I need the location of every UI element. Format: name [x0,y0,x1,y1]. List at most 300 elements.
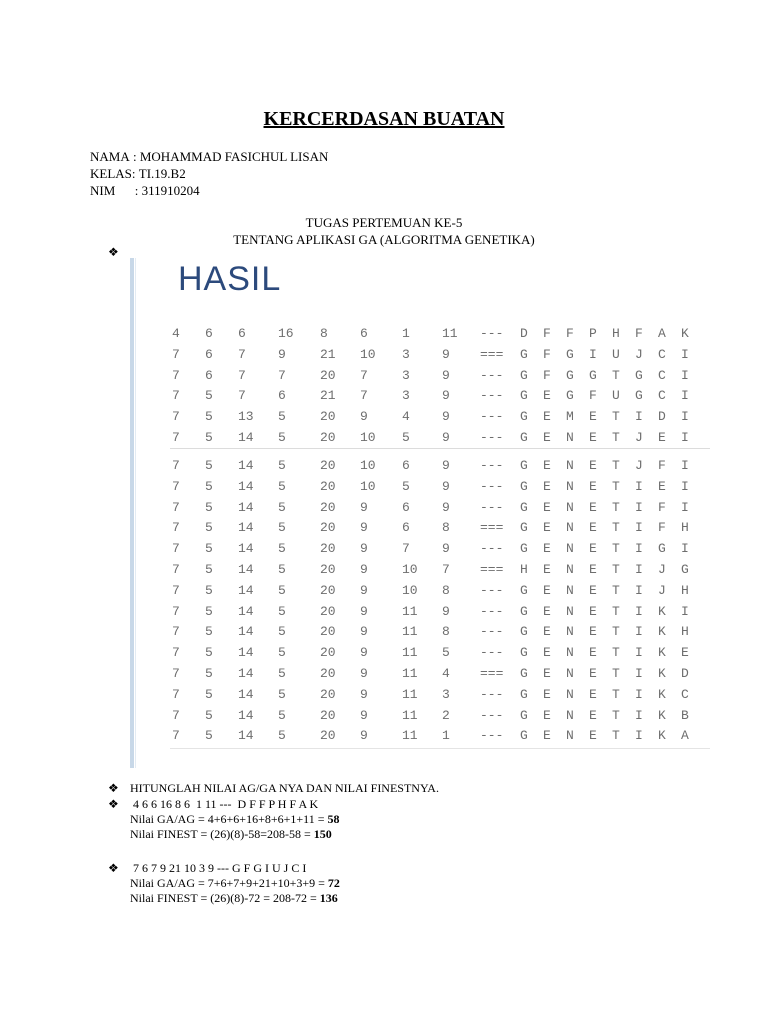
gene-letter: G [520,645,528,661]
row-arrow: --- [480,541,504,557]
gene-number: 9 [360,520,368,536]
gene-letter: N [566,430,574,445]
gene-letter: G [520,499,528,515]
gene-letter: J [635,346,643,362]
gene-letter: T [612,520,620,536]
gene-letter: T [612,666,620,681]
generation-row [130,604,716,624]
row-arrow: --- [480,728,504,744]
gene-number: 9 [360,409,368,425]
gene-letter: E [543,430,551,445]
gene-number: 20 [320,541,336,557]
gene-number: 7 [172,603,180,619]
gene-number: 5 [205,520,213,536]
gene-letter: E [543,582,551,598]
gene-letter: E [543,645,551,661]
gene-letter: T [612,707,620,723]
generation-row [130,562,716,582]
gene-letter: C [658,367,666,383]
gene-letter: G [566,388,574,404]
gene-number: 4 [442,666,450,681]
gene-letter: N [566,499,574,515]
gene-letter: I [635,686,643,702]
gene-number: 1 [402,326,410,341]
gene-letter: E [589,728,597,744]
gene-number: 9 [360,541,368,557]
gene-number: 9 [360,728,368,744]
gene-number: 9 [442,346,450,362]
gene-letter: N [566,645,574,661]
gene-number: 6 [205,346,213,362]
generation-row [130,479,716,499]
diamond-bullet-icon: ❖ [108,861,119,875]
gene-number: 14 [238,603,254,619]
gene-letter: E [589,562,597,577]
generation-row [130,326,716,346]
gene-letter: G [658,541,666,557]
student-class-row [90,165,328,182]
gene-number: 7 [442,562,450,577]
gene-number: 5 [278,409,286,425]
gene-number: 10 [360,430,376,445]
gene-letter: F [589,388,597,404]
gene-number: 7 [172,458,180,473]
gene-number: 8 [442,582,450,598]
gene-number: 20 [320,458,336,473]
gene-number: 3 [442,686,450,702]
gene-number: 9 [360,603,368,619]
class-label: KELAS [90,166,132,181]
gene-number: 5 [205,458,213,473]
student-info [90,148,328,199]
calc-1-ga-value: 58 [327,812,340,826]
row-arrow: --- [480,499,504,515]
gene-number: 20 [320,603,336,619]
gene-letter: E [543,624,551,640]
gene-letter: K [658,603,666,619]
student-nim-row [90,182,328,199]
generation-row [130,583,716,603]
gene-number: 7 [172,582,180,598]
gene-letter: H [681,624,689,640]
gene-number: 7 [172,666,180,681]
gene-letter: T [612,645,620,661]
diamond-bullet-icon: ❖ [108,781,119,795]
gene-number: 7 [278,367,286,383]
gene-letter: I [635,562,643,577]
gene-letter: G [520,603,528,619]
gene-number: 10 [360,346,376,362]
gene-letter: E [543,388,551,404]
gene-letter: E [589,603,597,619]
gene-number: 20 [320,499,336,515]
gene-number: 6 [205,326,213,341]
gene-letter: N [566,541,574,557]
nim-value: 311910204 [141,183,200,198]
generation-row [130,728,716,748]
generation-row [130,624,716,644]
gene-letter: E [543,666,551,681]
gene-number: 20 [320,686,336,702]
gene-number: 6 [402,499,410,515]
gene-number: 8 [320,326,328,341]
gene-letter: E [543,499,551,515]
gene-number: 7 [172,367,180,383]
gene-number: 14 [238,645,254,661]
gene-letter: I [635,728,643,744]
gene-letter: E [589,520,597,536]
gene-letter: E [589,686,597,702]
gene-number: 2 [442,707,450,723]
gene-number: 7 [172,562,180,577]
gene-number: 7 [172,728,180,744]
gene-letter: J [635,458,643,473]
gene-letter: G [520,582,528,598]
gene-number: 14 [238,666,254,681]
gene-letter: G [589,367,597,383]
assignment-line-2: TENTANG APLIKASI GA (ALGORITMA GENETIKA) [233,232,535,247]
gene-number: 6 [205,367,213,383]
gene-letter: T [612,458,620,473]
class-sep: : [131,166,139,181]
gene-letter: I [681,346,689,362]
gene-letter: J [658,582,666,598]
gene-number: 20 [320,645,336,661]
gene-letter: C [658,388,666,404]
gene-number: 5 [205,409,213,425]
gene-number: 20 [320,582,336,598]
gene-number: 5 [278,520,286,536]
generation-row [130,645,716,665]
student-name-row [90,148,328,165]
calc-1-finest-line [130,827,332,842]
gene-letter: U [612,346,620,362]
gene-number: 20 [320,728,336,744]
gene-number: 9 [442,409,450,425]
gene-number: 20 [320,367,336,383]
gene-letter: T [612,582,620,598]
gene-number: 14 [238,686,254,702]
gene-letter: T [612,409,620,425]
calc-1-finest-value: 150 [313,827,332,841]
gene-letter: T [612,624,620,640]
calc-2-ga-line [130,876,340,891]
gene-number: 20 [320,478,336,494]
gene-number: 5 [205,624,213,640]
generation-row [130,500,716,520]
gene-letter: T [612,562,620,577]
row-arrow: --- [480,409,504,425]
gene-number: 4 [172,326,180,341]
row-arrow: --- [480,367,504,383]
gene-letter: E [543,603,551,619]
gene-number: 14 [238,520,254,536]
gene-number: 7 [238,367,246,383]
gene-number: 5 [205,388,213,404]
gene-number: 5 [205,541,213,557]
gene-letter: I [681,409,689,425]
gene-number: 9 [442,367,450,383]
gene-number: 5 [278,707,286,723]
gene-number: 14 [238,478,254,494]
gene-letter: G [520,624,528,640]
gene-letter: J [658,562,666,577]
gene-letter: E [589,624,597,640]
gene-number: 7 [238,346,246,362]
gene-letter: T [612,686,620,702]
gene-number: 5 [205,645,213,661]
gene-number: 9 [442,458,450,473]
gene-letter: T [612,603,620,619]
calc-2-ga-formula: Nilai GA/AG = 7+6+7+9+21+10+3+9 = [130,876,328,890]
gene-number: 9 [360,645,368,661]
gene-letter: E [543,686,551,702]
gene-letter: K [658,666,666,681]
gene-number: 7 [172,707,180,723]
row-arrow: --- [480,707,504,723]
gene-number: 4 [402,409,410,425]
gene-letter: F [566,326,574,341]
gene-letter: I [635,520,643,536]
gene-letter: I [681,430,689,445]
gene-number: 6 [402,520,410,536]
gene-letter: G [520,346,528,362]
generation-row [130,368,716,388]
gene-letter: I [681,499,689,515]
gene-number: 10 [360,458,376,473]
gene-letter: G [520,367,528,383]
gene-number: 5 [278,582,286,598]
gene-number: 3 [402,346,410,362]
assignment-line-1: TUGAS PERTEMUAN KE-5 [305,215,463,230]
instruction-text: HITUNGLAH NILAI AG/GA NYA DAN NILAI FINESTNYA. [130,781,439,795]
gene-number: 5 [278,458,286,473]
gene-number: 7 [360,367,368,383]
gene-letter: T [612,541,620,557]
gene-number: 9 [360,624,368,640]
gene-number: 16 [278,326,294,341]
gene-letter: E [658,430,666,445]
gene-letter: E [589,430,597,445]
row-arrow: --- [480,686,504,702]
gene-letter: C [681,686,689,702]
gene-number: 7 [238,388,246,404]
gene-letter: E [589,499,597,515]
nim-sep: : [115,183,142,198]
gene-letter: I [681,541,689,557]
gene-number: 7 [360,388,368,404]
gene-number: 11 [402,666,418,681]
gene-letter: G [520,388,528,404]
gene-number: 20 [320,624,336,640]
gene-letter: T [612,367,620,383]
gene-letter: G [520,430,528,445]
gene-letter: N [566,728,574,744]
generation-row [130,687,716,707]
gene-letter: N [566,478,574,494]
gene-number: 7 [172,499,180,515]
gene-letter: J [635,430,643,445]
gene-letter: B [681,707,689,723]
gene-letter: E [543,562,551,577]
name-value: MOHAMMAD FASICHUL LISAN [139,149,329,164]
gene-letter: E [589,666,597,681]
gene-letter: F [658,520,666,536]
gene-letter: H [681,520,689,536]
gene-letter: E [543,520,551,536]
calc-2-finest-formula: Nilai FINEST = (26)(8)-72 = 208-72 = [130,891,320,905]
row-arrow: --- [480,624,504,640]
gene-letter: I [681,603,689,619]
gene-letter: E [543,541,551,557]
gene-number: 5 [402,430,410,445]
diamond-bullet-icon: ❖ [108,797,119,811]
gene-letter: G [520,458,528,473]
gene-number: 11 [402,728,418,744]
generation-row [130,430,716,450]
gene-number: 6 [402,458,410,473]
gene-number: 5 [278,728,286,744]
gene-letter: H [612,326,620,341]
gene-number: 9 [360,666,368,681]
page-title: KERCERDASAN BUATAN [263,108,505,130]
gene-letter: I [681,458,689,473]
gene-letter: I [635,541,643,557]
gene-number: 5 [205,686,213,702]
generation-row [130,708,716,728]
calc-1-ga-formula: Nilai GA/AG = 4+6+6+16+8+6+1+11 = [130,812,328,826]
gene-number: 7 [172,346,180,362]
gene-letter: G [635,388,643,404]
generation-row [130,520,716,540]
gene-number: 7 [172,686,180,702]
gene-number: 9 [442,603,450,619]
gene-number: 5 [205,562,213,577]
gene-number: 6 [238,326,246,341]
generation-row [130,666,716,686]
generation-row [130,409,716,429]
gene-letter: I [635,582,643,598]
gene-number: 8 [442,520,450,536]
gene-number: 9 [442,388,450,404]
gene-number: 5 [278,499,286,515]
gene-number: 6 [360,326,368,341]
gene-number: 5 [205,603,213,619]
row-arrow: --- [480,388,504,404]
gene-number: 3 [402,388,410,404]
gene-letter: E [589,409,597,425]
name-label: NAMA [90,149,130,164]
gene-number: 9 [442,430,450,445]
gene-letter: E [589,478,597,494]
gene-number: 7 [172,624,180,640]
gene-letter: T [612,430,620,445]
gene-number: 14 [238,499,254,515]
gene-number: 7 [172,520,180,536]
row-arrow: --- [480,582,504,598]
gene-letter: F [543,346,551,362]
calc-1-ga-line [130,812,339,827]
gene-number: 11 [402,686,418,702]
gene-number: 10 [402,562,418,577]
gene-letter: M [566,409,574,425]
gene-letter: F [543,326,551,341]
gene-letter: P [589,326,597,341]
gene-number: 5 [205,707,213,723]
gene-letter: N [566,582,574,598]
gene-number: 14 [238,458,254,473]
gene-number: 5 [278,645,286,661]
gene-letter: G [566,367,574,383]
gene-letter: N [566,707,574,723]
gene-number: 9 [360,499,368,515]
gene-letter: C [658,346,666,362]
gene-number: 20 [320,409,336,425]
assignment-heading [0,214,768,248]
gene-number: 13 [238,409,254,425]
gene-number: 7 [172,409,180,425]
gene-letter: T [612,728,620,744]
gene-letter: E [543,409,551,425]
gene-letter: G [635,367,643,383]
gene-number: 7 [172,388,180,404]
gene-number: 21 [320,388,336,404]
gene-number: 9 [442,499,450,515]
gene-letter: E [543,458,551,473]
gene-number: 5 [442,645,450,661]
gene-letter: E [658,478,666,494]
gene-letter: U [612,388,620,404]
gene-number: 7 [402,541,410,557]
gene-number: 9 [442,478,450,494]
gene-number: 9 [360,562,368,577]
row-arrow: --- [480,603,504,619]
calc-1-finest-formula: Nilai FINEST = (26)(8)-58=208-58 = [130,827,314,841]
gene-letter: T [612,478,620,494]
gene-letter: I [635,499,643,515]
gene-number: 14 [238,728,254,744]
gene-letter: E [543,728,551,744]
gene-number: 5 [278,666,286,681]
row-arrow: --- [480,645,504,661]
gene-letter: T [612,499,620,515]
gene-number: 5 [278,686,286,702]
gene-letter: E [589,582,597,598]
gene-letter: I [681,367,689,383]
gene-letter: A [658,326,666,341]
gene-number: 20 [320,707,336,723]
gene-number: 5 [278,603,286,619]
gene-number: 6 [278,388,286,404]
gene-letter: N [566,624,574,640]
name-sep: : [129,149,140,164]
gene-letter: I [635,603,643,619]
gene-letter: D [520,326,528,341]
gene-number: 14 [238,430,254,445]
gene-number: 5 [278,624,286,640]
generation-row [130,388,716,408]
gene-letter: G [520,478,528,494]
gene-number: 9 [360,707,368,723]
gene-letter: I [681,388,689,404]
gene-letter: F [658,499,666,515]
gene-number: 5 [205,478,213,494]
gene-letter: D [658,409,666,425]
gene-letter: G [566,346,574,362]
gene-number: 5 [205,728,213,744]
gene-number: 20 [320,430,336,445]
gene-letter: F [635,326,643,341]
